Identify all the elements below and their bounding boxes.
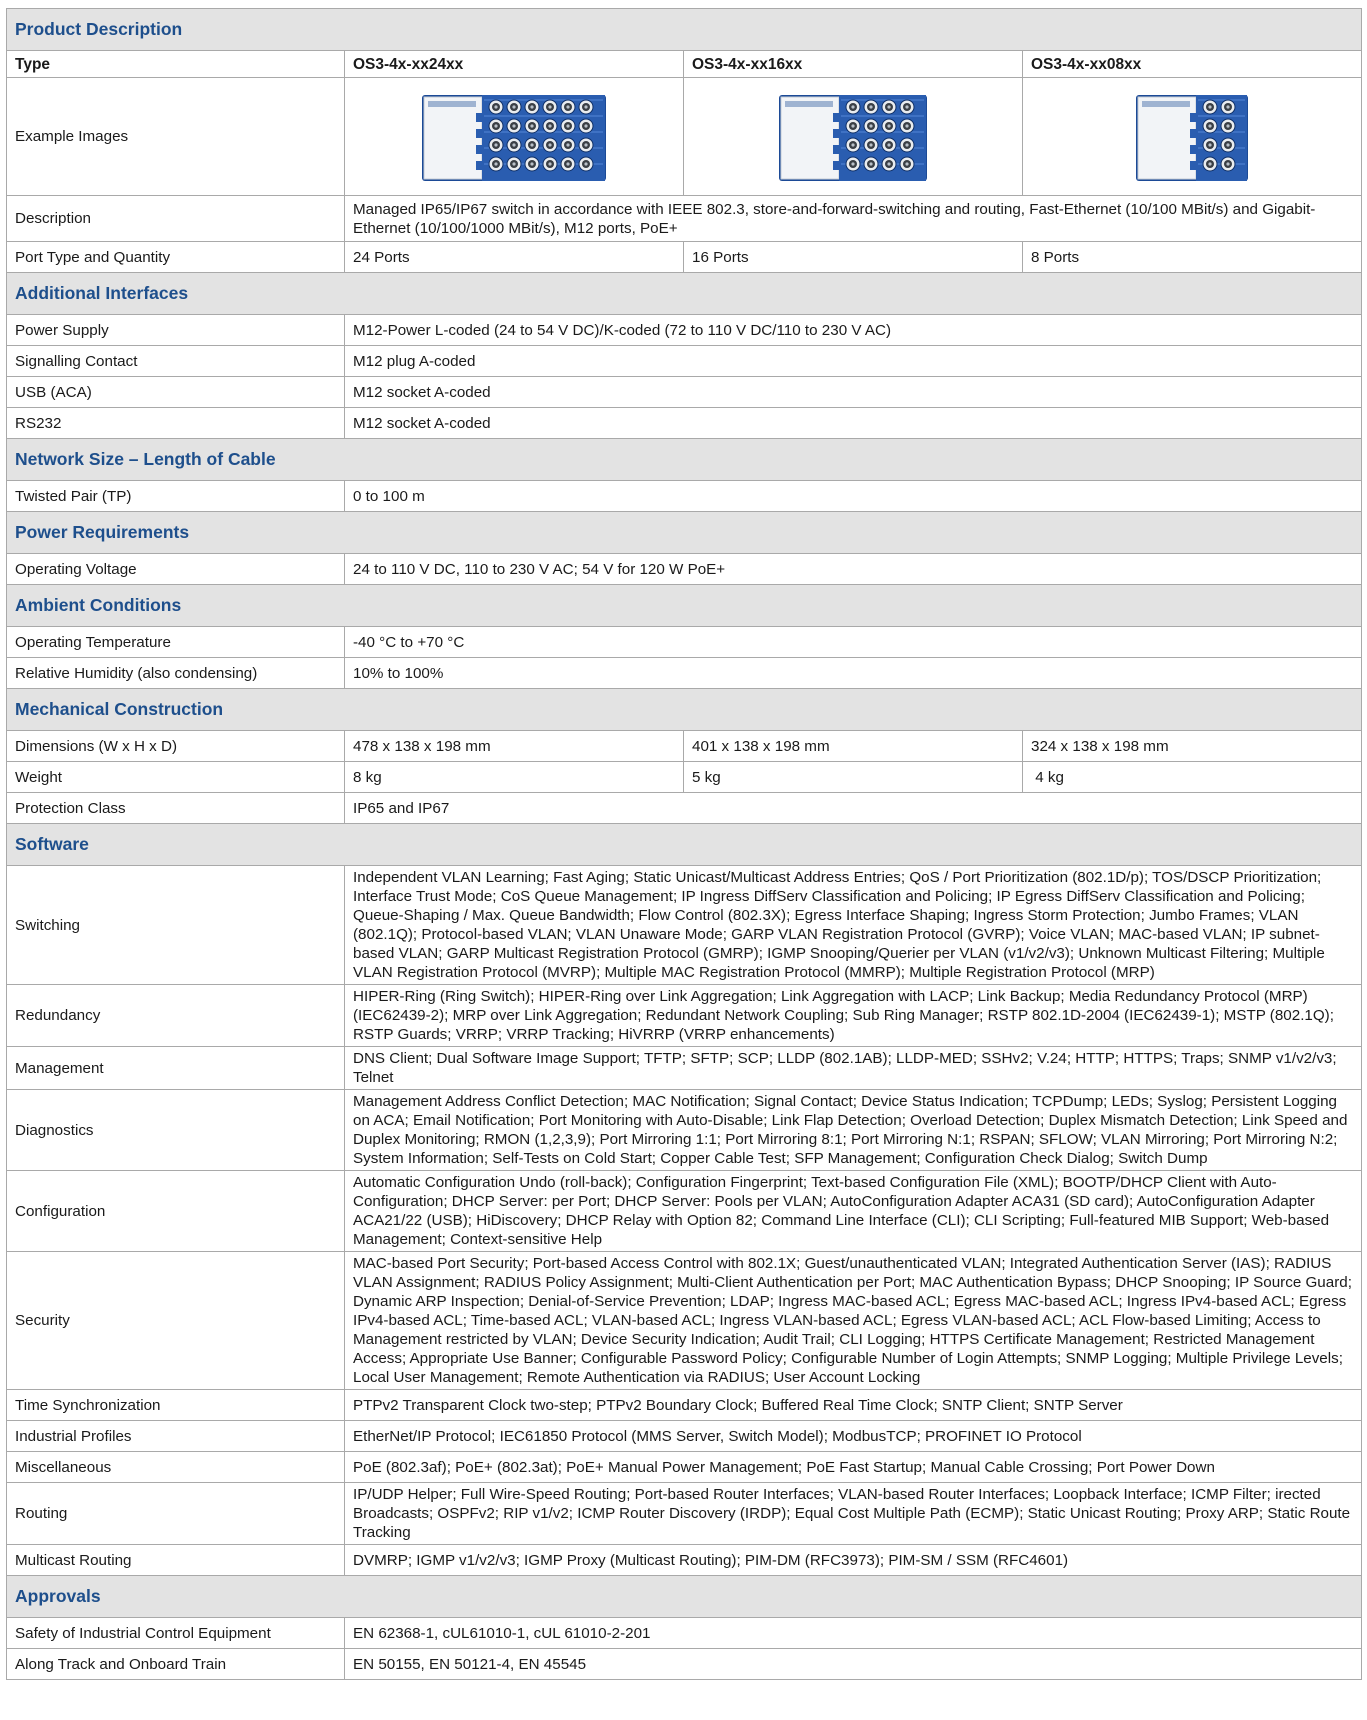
row-value: 478 x 138 x 198 mm bbox=[345, 731, 684, 762]
description-row bbox=[7, 196, 1362, 242]
row-value: EN 62368-1, cUL61010-1, cUL 61010-2-201 bbox=[345, 1618, 1362, 1649]
section-title: Product Description bbox=[7, 9, 1362, 51]
section-header-network-size bbox=[7, 439, 1362, 481]
row-value: Automatic Configuration Undo (roll-back); Configuration Fingerprint; Text-based Configuration File (XML); BOOTP/DHCP Client with Auto-Configuration; DHCP Server: per Port; DHCP Server: Pools per VLAN; AutoConfiguration Adapter ACA31 (SD card); AutoConfiguration Adapter ACA21/22 (USB); HiDiscovery; DHCP Relay with Option 82; Command Line Interface (CLI); CLI Scripting; Full-featured MIB Support; Web-based Management; Context-sensitive Help bbox=[345, 1171, 1362, 1252]
switch-device-image bbox=[777, 89, 929, 185]
row-value: M12 socket A-coded bbox=[345, 377, 1362, 408]
type-label: Type bbox=[7, 51, 345, 78]
row-label: Switching bbox=[7, 866, 345, 985]
row-value: 401 x 138 x 198 mm bbox=[684, 731, 1023, 762]
spec-row bbox=[7, 1452, 1362, 1483]
spec-table bbox=[6, 8, 1362, 1680]
row-value: EN 50155, EN 50121-4, EN 45545 bbox=[345, 1649, 1362, 1680]
row-label: Protection Class bbox=[7, 793, 345, 824]
row-label: Description bbox=[7, 196, 345, 242]
product-image-08 bbox=[1023, 78, 1362, 196]
row-value: 324 x 138 x 198 mm bbox=[1023, 731, 1362, 762]
row-value: -40 °C to +70 °C bbox=[345, 627, 1362, 658]
spec-row bbox=[7, 1618, 1362, 1649]
switch-device-image bbox=[420, 89, 608, 185]
model-name: OS3-4x-xx16xx bbox=[684, 51, 1023, 78]
spec-row bbox=[7, 554, 1362, 585]
row-value: DNS Client; Dual Software Image Support; TFTP; SFTP; SCP; LLDP (802.1AB); LLDP-MED; SSHv2; V.24; HTTP; HTTPS; Traps; SNMP v1/v2/v3; Telnet bbox=[345, 1047, 1362, 1090]
section-title: Additional Interfaces bbox=[7, 273, 1362, 315]
row-label: Signalling Contact bbox=[7, 346, 345, 377]
product-image-16 bbox=[684, 78, 1023, 196]
row-label: Operating Temperature bbox=[7, 627, 345, 658]
row-value: MAC-based Port Security; Port-based Access Control with 802.1X; Guest/unauthenticated VLAN; Integrated Authentication Server (IAS); RADIUS VLAN Assignment; RADIUS Policy Assignment; Multi-Client Authentication per Port; MAC Authentication Bypass; DHCP Snooping; IP Source Guard; Dynamic ARP Inspection; Denial-of-Service Prevention; LDAP; Ingress MAC-based ACL; Egress MAC-based ACL; Ingress IPv4-based ACL; Egress IPv4-based ACL; Time-based ACL; VLAN-based ACL; Ingress VLAN-based ACL; Egress VLAN-based ACL; ACL Flow-based Limiting; Access to Management restricted by VLAN; Device Security Indication; Audit Trail; CLI Logging; HTTPS Certificate Management; Restricted Management Access; Appropriate Use Banner; Configurable Password Policy; Configurable Number of Login Attempts; SNMP Logging; Multiple Privilege Levels; Local User Management; Remote Authentication via RADIUS; User Account Locking bbox=[345, 1252, 1362, 1390]
row-value: 5 kg bbox=[684, 762, 1023, 793]
row-value: HIPER-Ring (Ring Switch); HIPER-Ring over Link Aggregation; Link Aggregation with LACP; Link Backup; Media Redundancy Protocol (MRP) (IEC62439-2); MRP over Link Aggregation; Redundant Network Coupling; Sub Ring Manager; RSTP 802.1D-2004 (IEC62439-1); MSTP (802.1Q); RSTP Guards; VRRP; VRRP Tracking; HiVRRP (VRRP enhancements) bbox=[345, 985, 1362, 1047]
row-value: 24 to 110 V DC, 110 to 230 V AC; 54 V for 120 W PoE+ bbox=[345, 554, 1362, 585]
row-value: DVMRP; IGMP v1/v2/v3; IGMP Proxy (Multicast Routing); PIM-DM (RFC3973); PIM-SM / SSM (RFC4601) bbox=[345, 1545, 1362, 1576]
row-value: M12 plug A-coded bbox=[345, 346, 1362, 377]
spec-row bbox=[7, 658, 1362, 689]
section-header-ambient-conditions bbox=[7, 585, 1362, 627]
row-value: M12 socket A-coded bbox=[345, 408, 1362, 439]
row-label: Operating Voltage bbox=[7, 554, 345, 585]
row-label: Industrial Profiles bbox=[7, 1421, 345, 1452]
row-value: 24 Ports bbox=[345, 242, 684, 273]
row-label: Safety of Industrial Control Equipment bbox=[7, 1618, 345, 1649]
row-value: 0 to 100 m bbox=[345, 481, 1362, 512]
row-label: Multicast Routing bbox=[7, 1545, 345, 1576]
row-label: Routing bbox=[7, 1483, 345, 1545]
section-title: Mechanical Construction bbox=[7, 689, 1362, 731]
row-label: Along Track and Onboard Train bbox=[7, 1649, 345, 1680]
row-label: Power Supply bbox=[7, 315, 345, 346]
spec-row bbox=[7, 481, 1362, 512]
section-header-power-requirements bbox=[7, 512, 1362, 554]
spec-row bbox=[7, 408, 1362, 439]
row-label: RS232 bbox=[7, 408, 345, 439]
row-label: Security bbox=[7, 1252, 345, 1390]
section-title: Approvals bbox=[7, 1576, 1362, 1618]
row-value: EtherNet/IP Protocol; IEC61850 Protocol (MMS Server, Switch Model); ModbusTCP; PROFINET IO Protocol bbox=[345, 1421, 1362, 1452]
spec-row bbox=[7, 985, 1362, 1047]
row-value: 16 Ports bbox=[684, 242, 1023, 273]
row-value: PTPv2 Transparent Clock two-step; PTPv2 Boundary Clock; Buffered Real Time Clock; SNTP Client; SNTP Server bbox=[345, 1390, 1362, 1421]
spec-row bbox=[7, 346, 1362, 377]
type-header-row bbox=[7, 51, 1362, 78]
spec-row bbox=[7, 627, 1362, 658]
section-header-product-description bbox=[7, 9, 1362, 51]
row-value: 10% to 100% bbox=[345, 658, 1362, 689]
row-value: PoE (802.3af); PoE+ (802.3at); PoE+ Manual Power Management; PoE Fast Startup; Manual Cable Crossing; Port Power Down bbox=[345, 1452, 1362, 1483]
spec-row bbox=[7, 315, 1362, 346]
row-value: Independent VLAN Learning; Fast Aging; Static Unicast/Multicast Address Entries; QoS / Port Prioritization (802.1D/p); TOS/DSCP Prioritization; Interface Trust Mode; CoS Queue Management; IP Ingress DiffServ Classification and Policing; IP Egress DiffServ Classification and Policing; Queue-Shaping / Max. Queue Bandwidth; Flow Control (802.3X); Egress Interface Shaping; Ingress Storm Protection; Jumbo Frames; VLAN (802.1Q); Protocol-based VLAN; VLAN Unaware Mode; GARP VLAN Registration Protocol (GVRP); Voice VLAN; MAC-based VLAN; IP subnet-based VLAN; GARP Multicast Registration Protocol (GMRP); IGMP Snooping/Querier per VLAN (v1/v2/v3); Unknown Multicast Filtering; Multiple VLAN Registration Protocol (MVRP); Multiple MAC Registration Protocol (MMRP); Multiple Registration Protocol (MRP) bbox=[345, 866, 1362, 985]
row-label: Time Synchronization bbox=[7, 1390, 345, 1421]
model-name: OS3-4x-xx08xx bbox=[1023, 51, 1362, 78]
row-value: 4 kg bbox=[1023, 762, 1362, 793]
row-value: 8 kg bbox=[345, 762, 684, 793]
example-images-row bbox=[7, 78, 1362, 196]
section-title: Network Size – Length of Cable bbox=[7, 439, 1362, 481]
spec-row bbox=[7, 1421, 1362, 1452]
datasheet bbox=[6, 8, 1361, 1680]
section-header-software bbox=[7, 824, 1362, 866]
row-label: Redundancy bbox=[7, 985, 345, 1047]
row-label: Weight bbox=[7, 762, 345, 793]
row-value: IP65 and IP67 bbox=[345, 793, 1362, 824]
weight-row bbox=[7, 762, 1362, 793]
row-label: Example Images bbox=[7, 78, 345, 196]
spec-row bbox=[7, 1649, 1362, 1680]
row-value: 8 Ports bbox=[1023, 242, 1362, 273]
spec-row bbox=[7, 1545, 1362, 1576]
row-value: M12-Power L-coded (24 to 54 V DC)/K-coded (72 to 110 V DC/110 to 230 V AC) bbox=[345, 315, 1362, 346]
spec-row bbox=[7, 1047, 1362, 1090]
section-title: Ambient Conditions bbox=[7, 585, 1362, 627]
dimensions-row bbox=[7, 731, 1362, 762]
switch-device-image bbox=[1134, 89, 1250, 185]
section-title: Power Requirements bbox=[7, 512, 1362, 554]
row-label: Diagnostics bbox=[7, 1090, 345, 1171]
section-header-approvals bbox=[7, 1576, 1362, 1618]
product-image-24 bbox=[345, 78, 684, 196]
row-label: Port Type and Quantity bbox=[7, 242, 345, 273]
row-label: Twisted Pair (TP) bbox=[7, 481, 345, 512]
section-header-mechanical-construction bbox=[7, 689, 1362, 731]
row-label: USB (ACA) bbox=[7, 377, 345, 408]
row-label: Configuration bbox=[7, 1171, 345, 1252]
row-label: Relative Humidity (also condensing) bbox=[7, 658, 345, 689]
row-value: Management Address Conflict Detection; MAC Notification; Signal Contact; Device Status Indication; TCPDump; LEDs; Syslog; Persistent Logging on ACA; Email Notification; Port Monitoring with Auto-Disable; Link Flap Detection; Overload Detection; Duplex Mismatch Detection; Link Speed and Duplex Monitoring; RMON (1,2,3,9); Port Mirroring 1:1; Port Mirroring 8:1; Port Mirroring N:1; RSPAN; SFLOW; VLAN Mirroring; Port Mirroring N:2; System Information; Self-Tests on Cold Start; Copper Cable Test; SFP Management; Configuration Check Dialog; Switch Dump bbox=[345, 1090, 1362, 1171]
spec-row bbox=[7, 1090, 1362, 1171]
section-header-additional-interfaces bbox=[7, 273, 1362, 315]
port-type-row bbox=[7, 242, 1362, 273]
spec-row bbox=[7, 1483, 1362, 1545]
protection-row bbox=[7, 793, 1362, 824]
model-name: OS3-4x-xx24xx bbox=[345, 51, 684, 78]
spec-row bbox=[7, 1171, 1362, 1252]
row-label: Management bbox=[7, 1047, 345, 1090]
spec-row bbox=[7, 1252, 1362, 1390]
row-value: Managed IP65/IP67 switch in accordance with IEEE 802.3, store-and-forward-switching and routing, Fast-Ethernet (10/100 MBit/s) and Gigabit-Ethernet (10/100/1000 MBit/s), M12 ports, PoE+ bbox=[345, 196, 1362, 242]
row-label: Miscellaneous bbox=[7, 1452, 345, 1483]
row-label: Dimensions (W x H x D) bbox=[7, 731, 345, 762]
spec-row bbox=[7, 1390, 1362, 1421]
row-value: IP/UDP Helper; Full Wire-Speed Routing; Port-based Router Interfaces; VLAN-based Router Interfaces; Loopback Interface; ICMP Filter; irected Broadcasts; OSPFv2; RIP v1/v2; ICMP Router Discovery (IRDP); Equal Cost Multiple Path (ECMP); Static Unicast Routing; Proxy ARP; Static Route Tracking bbox=[345, 1483, 1362, 1545]
spec-row bbox=[7, 377, 1362, 408]
spec-row bbox=[7, 866, 1362, 985]
section-title: Software bbox=[7, 824, 1362, 866]
